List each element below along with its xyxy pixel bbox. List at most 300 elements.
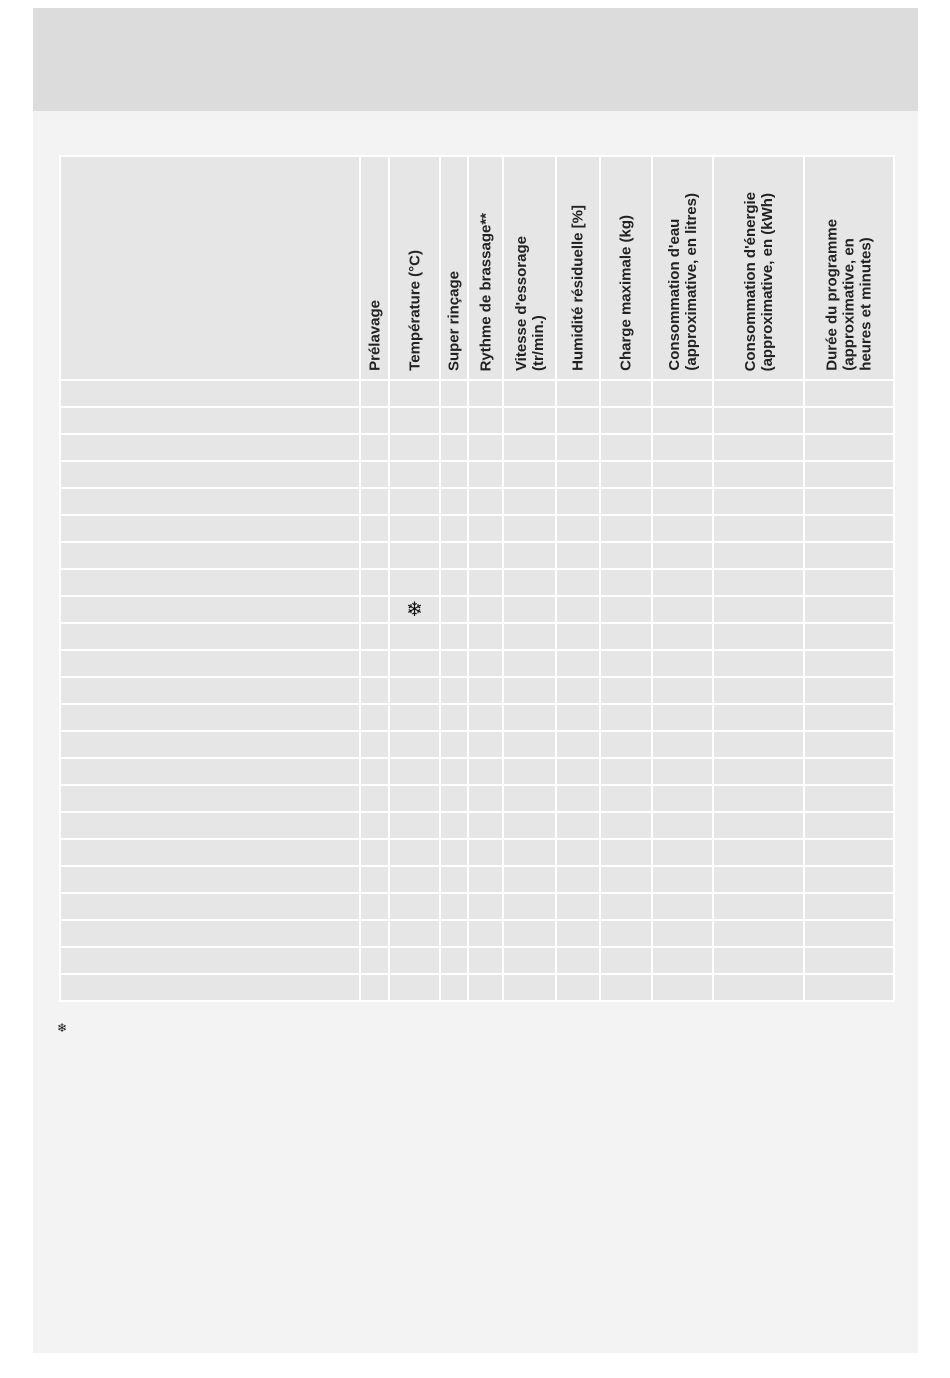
table-cell (652, 569, 713, 596)
table-cell (360, 569, 389, 596)
table-cell (503, 866, 556, 893)
table-cell (804, 407, 894, 434)
table-cell (360, 461, 389, 488)
table-cell (600, 812, 652, 839)
prewash-header (360, 156, 389, 380)
table-cell (804, 920, 894, 947)
table-cell (713, 434, 804, 461)
table-cell (60, 542, 360, 569)
column-header-label: Super rinçage (445, 270, 463, 371)
table-cell (360, 488, 389, 515)
table-row (60, 704, 894, 731)
table-cell (652, 542, 713, 569)
table-cell (440, 650, 468, 677)
table-cell (503, 569, 556, 596)
table-cell (440, 731, 468, 758)
table-cell (804, 947, 894, 974)
table-cell (556, 515, 600, 542)
table-row (60, 947, 894, 974)
table-cell (440, 434, 468, 461)
program-table (59, 155, 895, 1002)
table-cell (468, 434, 503, 461)
table-cell (440, 704, 468, 731)
table-cell (360, 596, 389, 623)
table-cell (389, 731, 440, 758)
table-cell (60, 650, 360, 677)
table-cell (804, 866, 894, 893)
table-cell (389, 974, 440, 1001)
table-cell (503, 704, 556, 731)
table-cell (600, 974, 652, 1001)
column-header-label: Consommation d'eau (approximative, en litres) (665, 193, 700, 371)
table-cell (60, 488, 360, 515)
table-cell (389, 461, 440, 488)
table-row (60, 596, 894, 623)
table-cell (360, 434, 389, 461)
table-cell (60, 731, 360, 758)
table-cell (360, 407, 389, 434)
table-cell (600, 947, 652, 974)
table-cell (60, 947, 360, 974)
table-cell (652, 947, 713, 974)
table-cell (440, 461, 468, 488)
table-cell (389, 515, 440, 542)
table-cell (600, 785, 652, 812)
table-cell (652, 758, 713, 785)
header-row (60, 156, 894, 380)
table-cell (468, 731, 503, 758)
table-cell (804, 380, 894, 407)
table-cell (503, 893, 556, 920)
table-cell (60, 920, 360, 947)
table-cell (60, 515, 360, 542)
table-row (60, 380, 894, 407)
table-cell (389, 785, 440, 812)
table-cell (389, 407, 440, 434)
table-cell (713, 758, 804, 785)
table-cell (600, 866, 652, 893)
table-cell (60, 434, 360, 461)
table-cell (468, 596, 503, 623)
table-cell (468, 758, 503, 785)
table-cell (60, 758, 360, 785)
table-cell (389, 596, 440, 623)
table-cell (804, 650, 894, 677)
table-cell (713, 461, 804, 488)
table-cell (60, 461, 360, 488)
table-cell (600, 380, 652, 407)
table-cell (389, 434, 440, 461)
table-cell (556, 569, 600, 596)
table-cell (713, 380, 804, 407)
table-cell (440, 785, 468, 812)
table-cell (360, 758, 389, 785)
table-cell (389, 677, 440, 704)
table-cell (600, 677, 652, 704)
table-cell (360, 920, 389, 947)
table-cell (600, 839, 652, 866)
table-cell (804, 677, 894, 704)
table-cell (389, 947, 440, 974)
table-cell (503, 461, 556, 488)
table-cell (389, 893, 440, 920)
table-cell (503, 434, 556, 461)
table-cell (713, 596, 804, 623)
table-cell (556, 677, 600, 704)
table-cell (556, 488, 600, 515)
table-cell (440, 542, 468, 569)
table-cell (440, 839, 468, 866)
table-cell (468, 650, 503, 677)
table-cell (440, 488, 468, 515)
table-cell (804, 785, 894, 812)
table-cell (60, 974, 360, 1001)
table-cell (556, 380, 600, 407)
table-cell (389, 488, 440, 515)
table-cell (556, 623, 600, 650)
column-header-label: Rythme de brassage** (477, 212, 494, 371)
table-cell (652, 596, 713, 623)
table-cell (360, 866, 389, 893)
table-cell (503, 596, 556, 623)
table-cell (600, 731, 652, 758)
table-cell (804, 731, 894, 758)
table-row (60, 542, 894, 569)
header-band (33, 8, 918, 111)
residual-humidity-header (556, 156, 600, 380)
table-cell (468, 947, 503, 974)
table-cell (804, 623, 894, 650)
table-cell (713, 893, 804, 920)
table-cell (556, 758, 600, 785)
table-cell (713, 731, 804, 758)
table-cell (713, 623, 804, 650)
table-cell (600, 704, 652, 731)
table-cell (468, 488, 503, 515)
table-cell (804, 515, 894, 542)
table-cell (713, 866, 804, 893)
table-cell (468, 515, 503, 542)
table-cell (713, 839, 804, 866)
table-cell (60, 866, 360, 893)
table-cell (556, 785, 600, 812)
table-cell (440, 569, 468, 596)
table-cell (804, 434, 894, 461)
table-cell (389, 758, 440, 785)
column-header-label: Consommation d'énergie (approximative, en (kWh) (741, 191, 776, 371)
table-cell (503, 812, 556, 839)
table-cell (440, 677, 468, 704)
table-row (60, 866, 894, 893)
table-cell (804, 974, 894, 1001)
table-cell (503, 407, 556, 434)
table-cell (600, 488, 652, 515)
table-cell (468, 974, 503, 1001)
table-cell (360, 677, 389, 704)
table-cell (468, 785, 503, 812)
table-cell (503, 758, 556, 785)
table-cell (60, 623, 360, 650)
table-cell (652, 650, 713, 677)
table-cell (468, 704, 503, 731)
table-row (60, 461, 894, 488)
table-cell (652, 920, 713, 947)
table-cell (713, 515, 804, 542)
table-cell (556, 866, 600, 893)
table-cell (440, 407, 468, 434)
table-cell (652, 515, 713, 542)
table-cell (468, 839, 503, 866)
table-cell (556, 542, 600, 569)
column-header-label: Vitesse d'essorage (tr/min.) (512, 235, 547, 371)
table-cell (652, 677, 713, 704)
table-cell (360, 515, 389, 542)
table-row (60, 812, 894, 839)
table-cell (556, 839, 600, 866)
table-cell (600, 515, 652, 542)
table-cell (60, 785, 360, 812)
table-cell (652, 731, 713, 758)
table-cell (503, 623, 556, 650)
table-cell (652, 893, 713, 920)
column-header-label: Durée du programme (approximative, en heures et minutes) (823, 219, 875, 371)
table-cell (804, 758, 894, 785)
table-row (60, 893, 894, 920)
table-cell (556, 812, 600, 839)
table-body (60, 380, 894, 1001)
table-cell (652, 461, 713, 488)
table-cell (440, 812, 468, 839)
table-cell (440, 758, 468, 785)
table-cell (713, 974, 804, 1001)
table-cell (389, 704, 440, 731)
table-cell (468, 380, 503, 407)
table-cell (389, 920, 440, 947)
table-cell (804, 704, 894, 731)
max-load-header (600, 156, 652, 380)
table-cell (713, 542, 804, 569)
table-cell (360, 893, 389, 920)
table-row (60, 488, 894, 515)
table-cell (652, 623, 713, 650)
table-cell (600, 596, 652, 623)
table-cell (60, 893, 360, 920)
table-cell (804, 893, 894, 920)
table-cell (60, 596, 360, 623)
table-cell (652, 380, 713, 407)
table-cell (713, 704, 804, 731)
table-cell (440, 974, 468, 1001)
table-cell (503, 839, 556, 866)
table-cell (468, 920, 503, 947)
table-row (60, 785, 894, 812)
table-cell (60, 407, 360, 434)
table-cell (360, 947, 389, 974)
table-row (60, 920, 894, 947)
table-cell (60, 704, 360, 731)
table-row (60, 650, 894, 677)
table-cell (556, 596, 600, 623)
table-cell (713, 569, 804, 596)
table-cell (556, 407, 600, 434)
table-cell (360, 812, 389, 839)
table-cell (503, 380, 556, 407)
table-cell (600, 758, 652, 785)
program-name-header (60, 156, 360, 380)
table-cell (360, 542, 389, 569)
table-cell (503, 947, 556, 974)
table-cell (713, 677, 804, 704)
table-cell (713, 785, 804, 812)
spin-speed-header (503, 156, 556, 380)
table-cell (440, 515, 468, 542)
table-cell (468, 569, 503, 596)
table-cell (468, 812, 503, 839)
table-cell (804, 542, 894, 569)
table-cell (503, 677, 556, 704)
table-cell (556, 434, 600, 461)
table-cell (360, 623, 389, 650)
table-cell (389, 650, 440, 677)
table-row (60, 434, 894, 461)
table-cell (389, 812, 440, 839)
table-cell (440, 893, 468, 920)
table-cell (60, 839, 360, 866)
agitation-header (468, 156, 503, 380)
table-cell (360, 704, 389, 731)
table-cell (556, 974, 600, 1001)
footnote-snowflake-icon: ❄ (57, 1021, 68, 1035)
table-cell (389, 623, 440, 650)
table-cell (804, 461, 894, 488)
table-cell (804, 839, 894, 866)
table-cell (60, 380, 360, 407)
column-header-label: Prélavage (366, 300, 383, 371)
table-cell (600, 461, 652, 488)
table-cell (600, 650, 652, 677)
table-cell (600, 407, 652, 434)
table-cell (652, 434, 713, 461)
table-row (60, 407, 894, 434)
table-cell (652, 785, 713, 812)
table-cell (600, 569, 652, 596)
table-cell (440, 380, 468, 407)
table-cell (600, 623, 652, 650)
table-row (60, 515, 894, 542)
table-cell (804, 488, 894, 515)
table-cell (503, 920, 556, 947)
program-duration-header (804, 156, 894, 380)
table-cell (468, 623, 503, 650)
table-cell (503, 650, 556, 677)
table-cell (556, 650, 600, 677)
table-cell (652, 839, 713, 866)
table-cell (556, 947, 600, 974)
table-cell (503, 974, 556, 1001)
table-row (60, 623, 894, 650)
table-cell (652, 407, 713, 434)
table-cell (713, 488, 804, 515)
table-cell (440, 920, 468, 947)
column-header-label: Charge maximale (kg) (617, 215, 635, 371)
table-cell (468, 407, 503, 434)
table-cell (556, 461, 600, 488)
table-cell (389, 866, 440, 893)
snowflake-icon: ❄ (406, 598, 423, 621)
temperature-header (389, 156, 440, 380)
table-cell (389, 569, 440, 596)
table-row (60, 758, 894, 785)
table-cell (440, 947, 468, 974)
table-cell (600, 434, 652, 461)
table-cell (503, 515, 556, 542)
table-cell (468, 893, 503, 920)
table-cell (556, 704, 600, 731)
energy-consumption-header (713, 156, 804, 380)
table-cell (468, 866, 503, 893)
table-cell (360, 839, 389, 866)
table-cell (652, 704, 713, 731)
table-cell (713, 947, 804, 974)
table-cell (713, 650, 804, 677)
table-cell (556, 731, 600, 758)
table-cell (60, 677, 360, 704)
table-cell (556, 893, 600, 920)
table-cell (360, 650, 389, 677)
table-cell (600, 893, 652, 920)
table-row (60, 839, 894, 866)
table-cell (389, 380, 440, 407)
document-page (33, 8, 918, 1353)
table-cell (360, 974, 389, 1001)
table-cell (60, 812, 360, 839)
table-cell (652, 488, 713, 515)
table-cell (804, 569, 894, 596)
table-cell (60, 569, 360, 596)
table-cell (652, 974, 713, 1001)
super-rinse-header (440, 156, 468, 380)
table-cell (360, 380, 389, 407)
table-cell (468, 461, 503, 488)
table-cell (804, 596, 894, 623)
table-cell (440, 623, 468, 650)
table-cell (652, 812, 713, 839)
table-cell (556, 920, 600, 947)
column-header-label: Température (°C) (406, 250, 423, 371)
table-cell (389, 839, 440, 866)
table-cell (713, 812, 804, 839)
table-cell (713, 407, 804, 434)
table-cell (652, 866, 713, 893)
table-cell (503, 542, 556, 569)
table-cell (468, 542, 503, 569)
table-cell (503, 488, 556, 515)
table-row (60, 569, 894, 596)
table-cell (713, 920, 804, 947)
table-row (60, 731, 894, 758)
table-row (60, 677, 894, 704)
table-cell (440, 866, 468, 893)
table-cell (503, 785, 556, 812)
table-cell (804, 812, 894, 839)
table-cell (600, 542, 652, 569)
table-cell (360, 731, 389, 758)
table-cell (503, 731, 556, 758)
table-cell (360, 785, 389, 812)
table-cell (600, 920, 652, 947)
table-row (60, 974, 894, 1001)
table-cell (440, 596, 468, 623)
